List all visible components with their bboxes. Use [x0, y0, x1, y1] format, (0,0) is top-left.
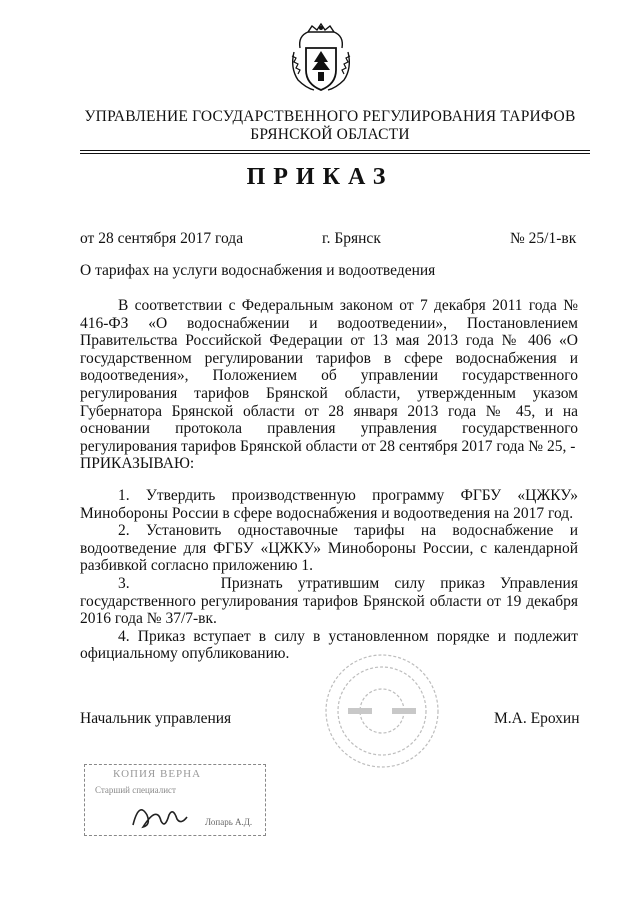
- order-items: [80, 487, 582, 663]
- copy-certified-stamp: [84, 764, 266, 836]
- order-body: [80, 297, 578, 473]
- stamp-position: Старший специалист: [95, 785, 176, 795]
- official-seal: [322, 652, 442, 770]
- header-divider: [80, 150, 590, 151]
- order-item-4: 4. Приказ вступает в силу в установленном порядке и подлежит официальному опубликованию.: [80, 627, 578, 663]
- order-subject: О тарифах на услуги водоснабжения и водоотведения: [80, 262, 436, 279]
- order-item-3: 3. Признать утратившим силу приказ Управления государственного регулирования тарифов Брянской области от 19 декабря 2016 года № 37/7-вк.: [80, 574, 582, 628]
- signatory-name: М.А. Ерохин: [494, 710, 580, 727]
- handwritten-signature: [129, 795, 189, 833]
- stamp-title: КОПИЯ ВЕРНА: [113, 768, 202, 780]
- document-title: ПРИКАЗ: [246, 164, 394, 190]
- order-date: от 28 сентября 2017 года: [80, 230, 244, 247]
- stamp-signer: Лопарь А.Д.: [205, 817, 253, 827]
- organization-name-line1: УПРАВЛЕНИЕ ГОСУДАРСТВЕННОГО РЕГУЛИРОВАНИЯ ТАРИФОВ: [84, 108, 576, 125]
- header-divider-thin: [80, 153, 590, 154]
- decree-word: ПРИКАЗЫВАЮ:: [80, 455, 195, 473]
- order-number: № 25/1-вк: [510, 230, 577, 247]
- coat-of-arms-emblem: [288, 18, 354, 94]
- signatory-position: Начальник управления: [80, 710, 232, 727]
- order-item-2: 2. Установить одноставочные тарифы на водоснабжение и водоотведение для ФГБУ «ЦЖКУ» Минобороны России, с календарной разбивкой согласно приложению 1.: [80, 522, 578, 575]
- organization-name-line2: БРЯНСКОЙ ОБЛАСТИ: [250, 126, 410, 143]
- preamble-paragraph: В соответствии с Федеральным законом от 7 декабря 2011 года № 416-ФЗ «О водоснабжении и водоотведении», Постановлением Правительства Российской Федерации от 13 мая 2013 года № 406 «О государственном регулировании тарифов в сфере водоснабжения и водоотведения», Положением об управлении государственного регулирования тарифов Брянской области, утвержденным указом Губернатора Брянской области от 28 января 2013 года № 45, и на основании протокола правления управления государственного регулирования тарифов Брянской области от 28 сентября 2017 года № 25, -: [80, 297, 578, 455]
- order-city: г. Брянск: [322, 230, 381, 247]
- order-item-1: 1. Утвердить производственную программу ФГБУ «ЦЖКУ» Минобороны России в сфере водоснабжения и водоотведения на 2017 год.: [80, 487, 578, 522]
